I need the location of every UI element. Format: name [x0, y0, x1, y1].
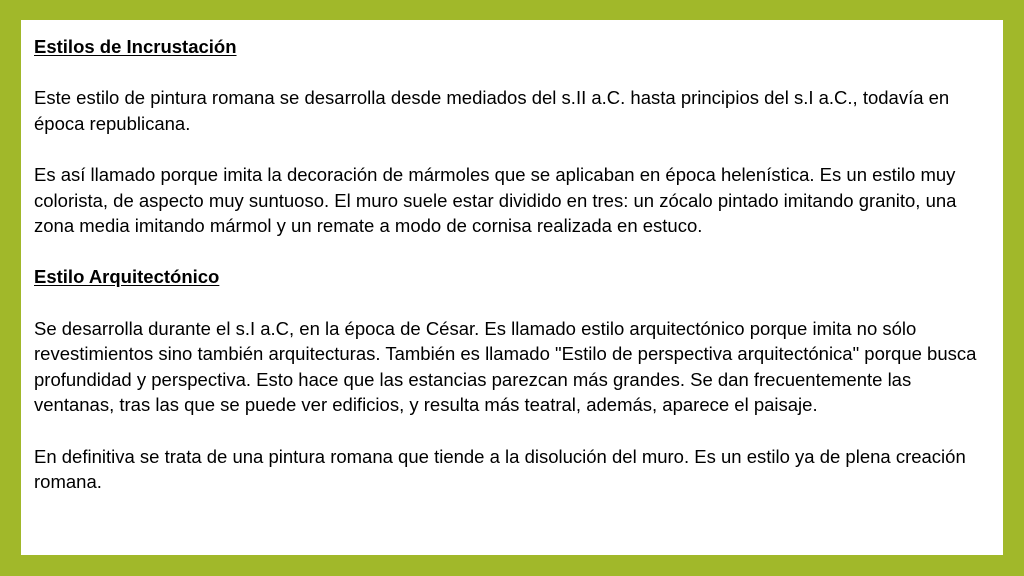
slide-content — [21, 20, 1003, 555]
spacer — [34, 418, 991, 444]
spacer — [34, 290, 991, 316]
paragraph-incrustacion-dates: Este estilo de pintura romana se desarrolla desde mediados del s.II a.C. hasta principios del s.I a.C., todavía en época republicana. — [34, 87, 950, 134]
spacer — [34, 60, 991, 86]
section-heading-incrustacion: Estilos de Incrustación — [34, 36, 237, 57]
spacer — [34, 136, 991, 162]
paragraph-incrustacion-description: Es así llamado porque imita la decoración de mármoles que se aplicaban en época helenística. Es un estilo muy colorista, de aspecto muy suntuoso. El muro suele estar dividido en tres: un zócalo pintado imitando granito, una zona media imitando mármol y un remate a modo de cornisa realizada en estuco. — [34, 163, 957, 237]
paragraph-arquitectonico-description: Se desarrolla durante el s.I a.C, en la época de César. Es llamado estilo arquitectónico porque imita no sólo revestimientos sino también arquitecturas. También es llamado "Estilo de perspectiva arquitectónica" porque busca profundidad y perspectiva. Esto hace que las estancias parezcan más grandes. Se dan frecuentemente las ventanas, tras las que se puede ver edificios, y resulta más teatral, además, aparece el paisaje. — [34, 317, 977, 416]
spacer — [34, 239, 991, 265]
paragraph-arquitectonico-conclusion: En definitiva se trata de una pintura romana que tiende a la disolución del muro. Es un estilo ya de plena creación romana. — [34, 445, 966, 493]
section-heading-arquitectonico: Estilo Arquitectónico — [34, 266, 220, 288]
